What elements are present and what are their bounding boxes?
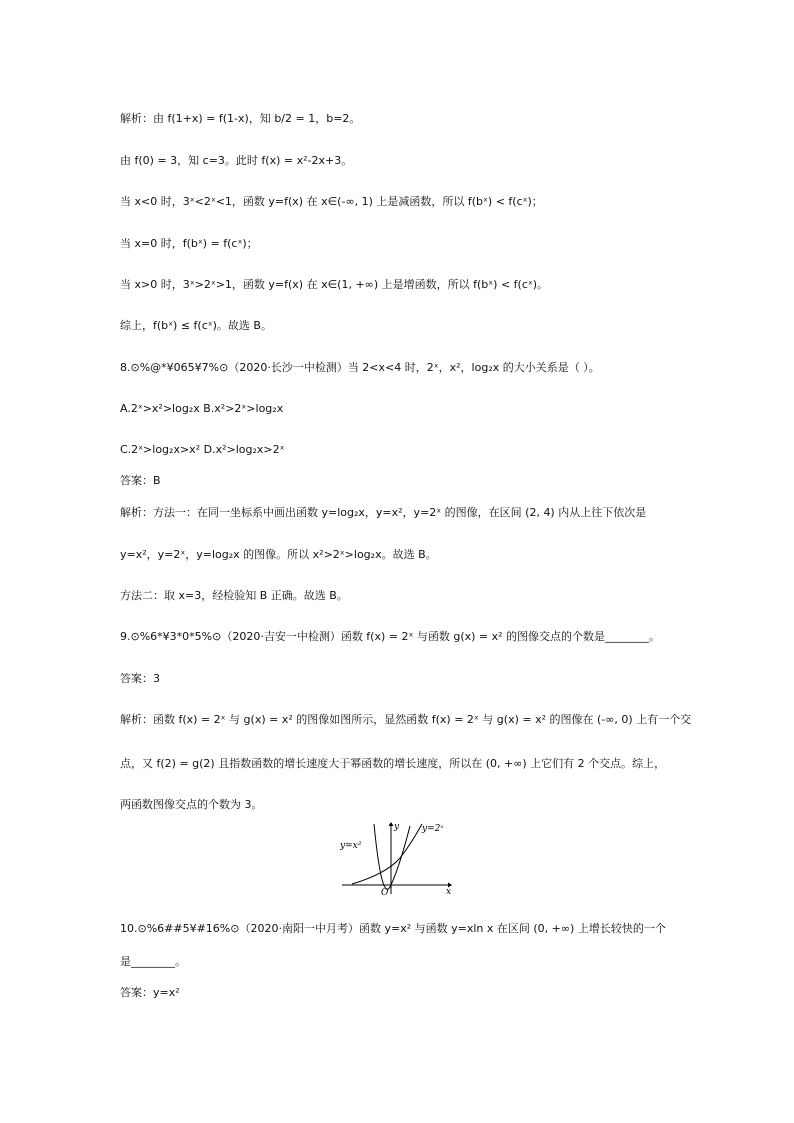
line-2: 由 f(0) = 3，知 c=3。此时 f(x) = x²-2x+3。 xyxy=(120,154,353,167)
q8-analysis-1: 解析：方法一：在同一坐标系中画出函数 y=log₂x，y=x²，y=2ˣ 的图像，在区间 (2, 4) 内从上往下依次是 xyxy=(120,506,647,519)
q8-options-ab: A.2ˣ>x²>log₂x B.x²>2ˣ>log₂x xyxy=(120,402,284,415)
line-4: 当 x=0 时，f(bˣ) = f(cˣ)； xyxy=(120,237,258,250)
q9-answer: 答案：3 xyxy=(120,672,160,685)
q9-analysis-2: 点，又 f(2) = g(2) 且指数函数的增长速度大于幂函数的增长速度，所以在 (0, +∞) 上它们有 2 个交点。综上， xyxy=(120,757,666,770)
label-x-squared: y=x² xyxy=(340,841,362,851)
origin-label: O xyxy=(381,888,389,898)
q8-answer: 答案：B xyxy=(120,474,161,487)
line-5: 当 x>0 时，3ˣ>2ˣ>1，函数 y=f(x) 在 x∈(1, +∞) 上是增函数，所以 f(bˣ) < f(cˣ)。 xyxy=(120,278,549,291)
question-8: 8.⊙%@*¥065¥7%⊙（2020·长沙一中检测）当 2<x<4 时，2ˣ，x²，log₂x 的大小关系是（ ）。 xyxy=(120,361,600,374)
axis-y-label: y xyxy=(394,822,400,832)
q9-analysis-3: 两函数图像交点的个数为 3。 xyxy=(120,798,263,811)
q8-options-cd: C.2ˣ>log₂x>x² D.x²>log₂x>2ˣ xyxy=(120,443,285,456)
line-6: 综上，f(bˣ) ≤ f(cˣ)。故选 B。 xyxy=(120,319,272,332)
line-1: 解析：由 f(1+x) = f(1-x)，知 b/2 = 1，b=2。 xyxy=(120,112,361,125)
line-3: 当 x<0 时，3ˣ<2ˣ<1，函数 y=f(x) 在 x∈(-∞, 1) 上是减函数，所以 f(bˣ) < f(cˣ)； xyxy=(120,195,543,208)
curve-2-to-x xyxy=(352,824,422,884)
question-10: 10.⊙%6##5¥#16%⊙（2020·南阳一中月考）函数 y=x² 与函数 y=xln x 在区间 (0, +∞) 上增长较快的一个 xyxy=(120,922,666,935)
function-graph xyxy=(338,818,458,898)
question-9: 9.⊙%6*¥3*0*5%⊙（2020·吉安一中检测）函数 f(x) = 2ˣ 与函数 g(x) = x² 的图像交点的个数是________。 xyxy=(120,630,661,643)
q10-answer: 答案：y=x² xyxy=(120,986,180,999)
label-2-to-x: y=2ˣ xyxy=(422,824,444,834)
axis-x-label: x xyxy=(446,887,452,897)
q9-analysis-1: 解析：函数 f(x) = 2ˣ 与 g(x) = x² 的图像如图所示，显然函数 f(x) = 2ˣ 与 g(x) = x² 的图像在 (-∞, 0) 上有一个交 xyxy=(120,713,692,726)
q8-analysis-3: 方法二：取 x=3，经检验知 B 正确。故选 B。 xyxy=(120,589,348,602)
q8-analysis-2: y=x²，y=2ˣ，y=log₂x 的图像。所以 x²>2ˣ>log₂x。故选 B。 xyxy=(120,548,437,561)
y-axis-arrow xyxy=(389,822,394,826)
curve-x-squared xyxy=(374,824,410,889)
question-10-cont: 是________。 xyxy=(120,955,186,968)
